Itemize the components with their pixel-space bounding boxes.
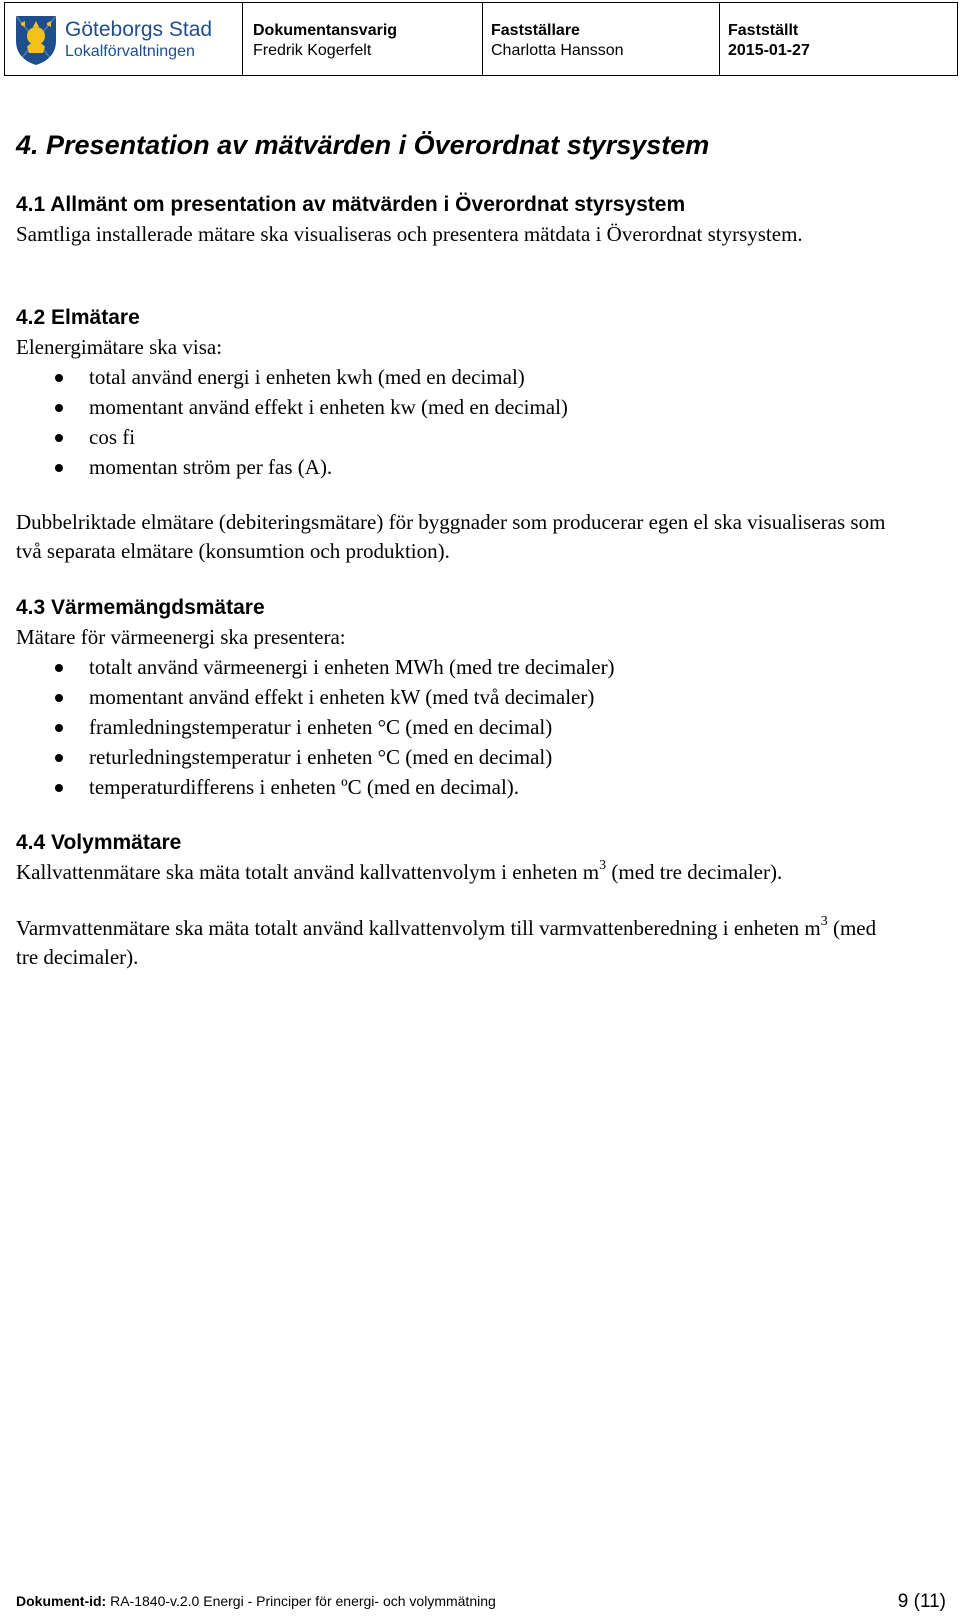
list-item-text: total använd energi i enheten kwh (med en decimal) <box>89 365 525 389</box>
document-id-value: RA-1840-v.2.0 Energi - Principer för energi- och volymmätning <box>110 1593 496 1609</box>
logo <box>5 3 243 75</box>
bullet-icon <box>55 694 63 702</box>
header-cell-approved-date <box>720 3 957 75</box>
list-item-text: returledningstemperatur i enheten °C (med en decimal) <box>89 745 553 769</box>
bullet-icon <box>55 464 63 472</box>
section-4-4-title: 4.4 Volymmätare <box>16 831 182 854</box>
list-item <box>16 452 946 482</box>
approver-label: Fastställare <box>491 22 580 39</box>
list-item <box>16 772 946 802</box>
section-4-1-title: 4.1 Allmänt om presentation av mätvärden i Överordnat styrsystem <box>16 193 686 216</box>
document-header <box>4 2 958 76</box>
chapter-heading: 4. Presentation av mätvärden i Överordnat styrsystem <box>16 130 710 160</box>
bullet-icon <box>55 404 63 412</box>
list-item-text: totalt använd värmeenergi i enheten MWh (med tre decimaler) <box>89 655 615 679</box>
list-item-text: momentan ström per fas (A). <box>89 455 333 479</box>
section-4-2-intro: Elenergimätare ska visa: <box>16 335 223 359</box>
section-4-3-intro: Mätare för värmeenergi ska presentera: <box>16 625 346 649</box>
list-item <box>16 392 946 422</box>
header-cell-document-owner <box>243 3 483 75</box>
cubic-superscript: 3 <box>599 858 607 873</box>
approved-date-value: 2015-01-27 <box>728 42 810 59</box>
logo-subtitle: Lokalförvaltningen <box>65 43 195 60</box>
page-number: 9 (11) <box>897 1591 946 1612</box>
list-item-text: cos fi <box>89 425 136 449</box>
section-4-4 <box>16 828 946 972</box>
section-4-1 <box>16 190 946 249</box>
list-item <box>16 652 946 682</box>
list-item <box>16 362 946 392</box>
list-item-text: momentant använd effekt i enheten kw (med en decimal) <box>89 395 568 419</box>
logo-text <box>65 18 212 62</box>
document-footer <box>16 1583 946 1613</box>
section-4-2 <box>16 303 946 482</box>
list-item <box>16 682 946 712</box>
section-4-3 <box>16 593 946 802</box>
coat-of-arms-icon <box>13 13 59 67</box>
cubic-superscript: 3 <box>820 914 828 929</box>
bullet-icon <box>55 754 63 762</box>
document-owner-label: Dokumentansvarig <box>253 22 398 39</box>
bullet-icon <box>55 724 63 732</box>
section-4-2-title: 4.2 Elmätare <box>16 306 140 329</box>
section-4-3-list <box>16 652 946 802</box>
bullet-icon <box>55 784 63 792</box>
section-4-1-text: Samtliga installerade mätare ska visualiseras och presentera mätdata i Överordnat styrsystem. <box>16 222 803 246</box>
list-item-text: temperaturdifferens i enheten ºC (med en decimal). <box>89 775 520 799</box>
approver-value: Charlotta Hansson <box>491 42 624 59</box>
section-4-3-title: 4.3 Värmemängdsmätare <box>16 596 265 619</box>
bidirectional-meter-text: Dubbelriktade elmätare (debiteringsmätare) för byggnader som producerar egen el ska visualiseras som två separata elmätare (konsumtion och produktion). <box>16 510 886 563</box>
hot-water-text-tail: (med tre decimaler). <box>16 916 877 969</box>
section-4-2-list <box>16 362 946 482</box>
cold-water-text <box>16 858 946 887</box>
header-cell-approver <box>483 3 720 75</box>
cold-water-text-main: Kallvattenmätare ska mäta totalt använd kallvattenvolym i enheten m <box>16 860 600 884</box>
list-item <box>16 742 946 772</box>
bullet-icon <box>55 434 63 442</box>
hot-water-text-main: Varmvattenmätare ska mäta totalt använd kallvattenvolym till varmvattenberedning i enheten m <box>16 916 821 940</box>
bullet-icon <box>55 374 63 382</box>
list-item-text: framledningstemperatur i enheten °C (med en decimal) <box>89 715 553 739</box>
list-item-text: momentant använd effekt i enheten kW (med två decimaler) <box>89 685 595 709</box>
logo-title: Göteborgs Stad <box>65 18 213 41</box>
document-id <box>16 1593 496 1609</box>
cold-water-text-tail: (med tre decimaler). <box>606 860 783 884</box>
list-item <box>16 712 946 742</box>
section-4-2-paragraph <box>16 508 916 566</box>
document-id-label: Dokument-id: <box>16 1593 107 1609</box>
hot-water-text <box>16 914 896 972</box>
list-item <box>16 422 946 452</box>
document-owner-value: Fredrik Kogerfelt <box>253 42 372 59</box>
approved-date-label: Fastställt <box>728 22 799 39</box>
bullet-icon <box>55 664 63 672</box>
